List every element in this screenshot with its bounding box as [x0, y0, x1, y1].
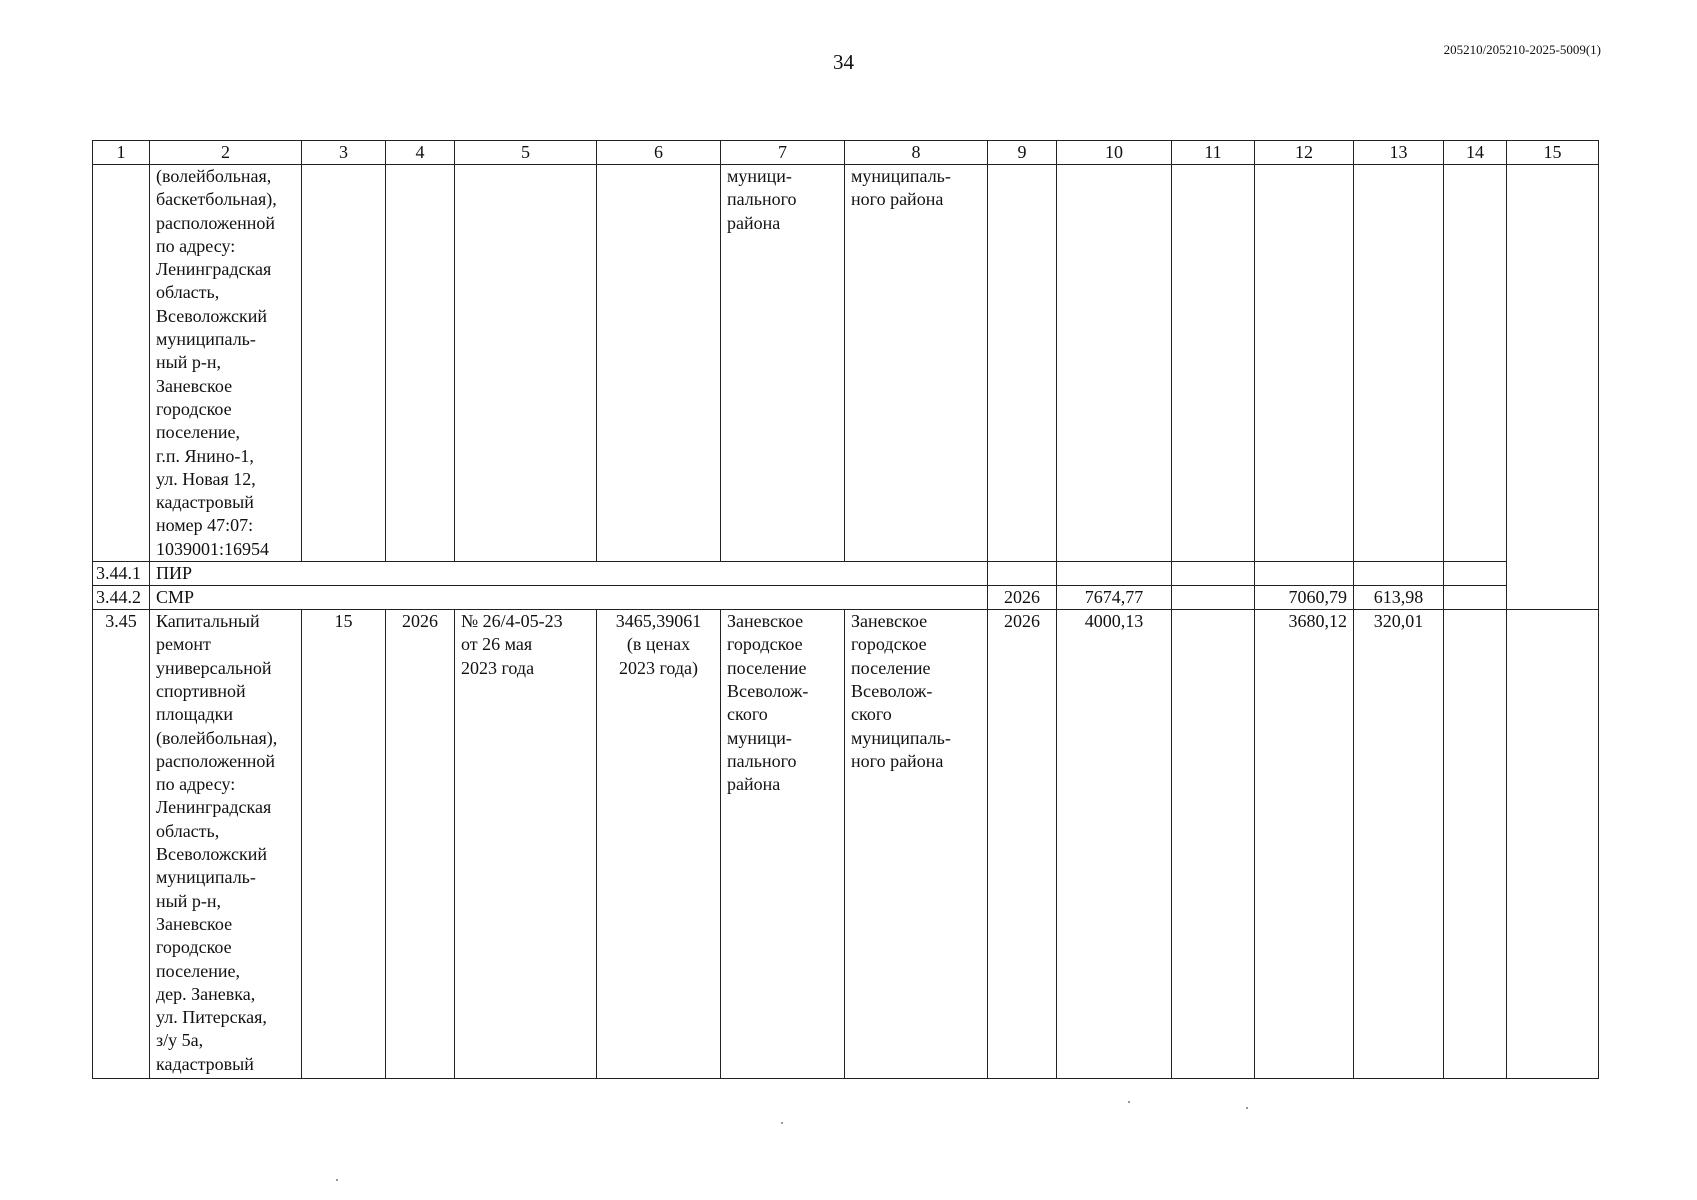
column-number: 10: [1057, 141, 1172, 165]
column-number: 9: [988, 141, 1057, 165]
local-budget-cell: 320,01: [1354, 610, 1444, 1079]
page-number: 34: [833, 50, 854, 74]
document-id: 205210/205210-2025-5009(1): [1443, 42, 1601, 57]
column-number: 8: [845, 141, 988, 165]
scan-speck: [781, 1122, 783, 1124]
column-number: 4: [386, 141, 455, 165]
table-row-3-44-1: [93, 562, 1599, 586]
column-number: 14: [1444, 141, 1507, 165]
column-number: 7: [721, 141, 845, 165]
recipient-cell: муниципаль- ного района: [845, 165, 988, 562]
scan-speck: [336, 1179, 338, 1181]
table-row-continued: [93, 165, 1599, 562]
regional-budget-cell: 3680,12: [1255, 610, 1354, 1079]
column-number: 2: [150, 141, 302, 165]
table-row-3-44-2: [93, 586, 1599, 610]
row-number: 3.45: [93, 610, 150, 1079]
recipient-cell: Заневское городское поселение Всеволож- ского муниципаль- ного района: [845, 610, 988, 1079]
table-row-3-45: [93, 610, 1599, 1079]
total-cell: 7674,77: [1057, 586, 1172, 610]
expertise-cell: № 26/4-05-23 от 26 мая 2023 года: [455, 610, 597, 1079]
program-table: [92, 140, 1599, 1079]
customer-cell: Заневское городское поселение Всеволож- ского муници- пального района: [721, 610, 845, 1079]
total-cell: 4000,13: [1057, 610, 1172, 1079]
column-number: 11: [1172, 141, 1255, 165]
column-number: 1: [93, 141, 150, 165]
row-number: 3.44.1: [93, 562, 150, 586]
year-cell: 2026: [988, 610, 1057, 1079]
object-description-cell: Капитальный ремонт универсальной спортивной площадки (волейбольная), расположенной по адресу: Ленинградская область, Всеволожский муниципаль- ный р-н, Заневское городское поселение, дер. Заневка, ул. Питерская, з/у 5а, кадастровый: [150, 610, 302, 1079]
scan-speck: [1128, 1101, 1130, 1103]
column-number: 12: [1255, 141, 1354, 165]
column-number: 5: [455, 141, 597, 165]
year-cell: 2026: [988, 586, 1057, 610]
row-label: ПИР: [150, 562, 988, 586]
column-number: 3: [302, 141, 386, 165]
customer-cell: муници- пального района: [721, 165, 845, 562]
local-budget-cell: 613,98: [1354, 586, 1444, 610]
column-number: 15: [1507, 141, 1599, 165]
capacity-cell: 15: [302, 610, 386, 1079]
column-number: 6: [597, 141, 721, 165]
row-number: 3.44.2: [93, 586, 150, 610]
column-number: 13: [1354, 141, 1444, 165]
year-cell: 2026: [386, 610, 455, 1079]
scan-speck: [1246, 1107, 1248, 1109]
row-label: СМР: [150, 586, 988, 610]
column-number-row: [93, 141, 1599, 165]
object-description-cell: (волейбольная, баскетбольная), расположенной по адресу: Ленинградская область, Всеволожский муниципаль- ный р-н, Заневское городское поселение, г.п. Янино-1, ул. Новая 12, кадастровый номер 47:07: 1039001:16954: [150, 165, 302, 562]
cost-cell: 3465,39061 (в ценах 2023 года): [597, 610, 721, 1079]
regional-budget-cell: 7060,79: [1255, 586, 1354, 610]
